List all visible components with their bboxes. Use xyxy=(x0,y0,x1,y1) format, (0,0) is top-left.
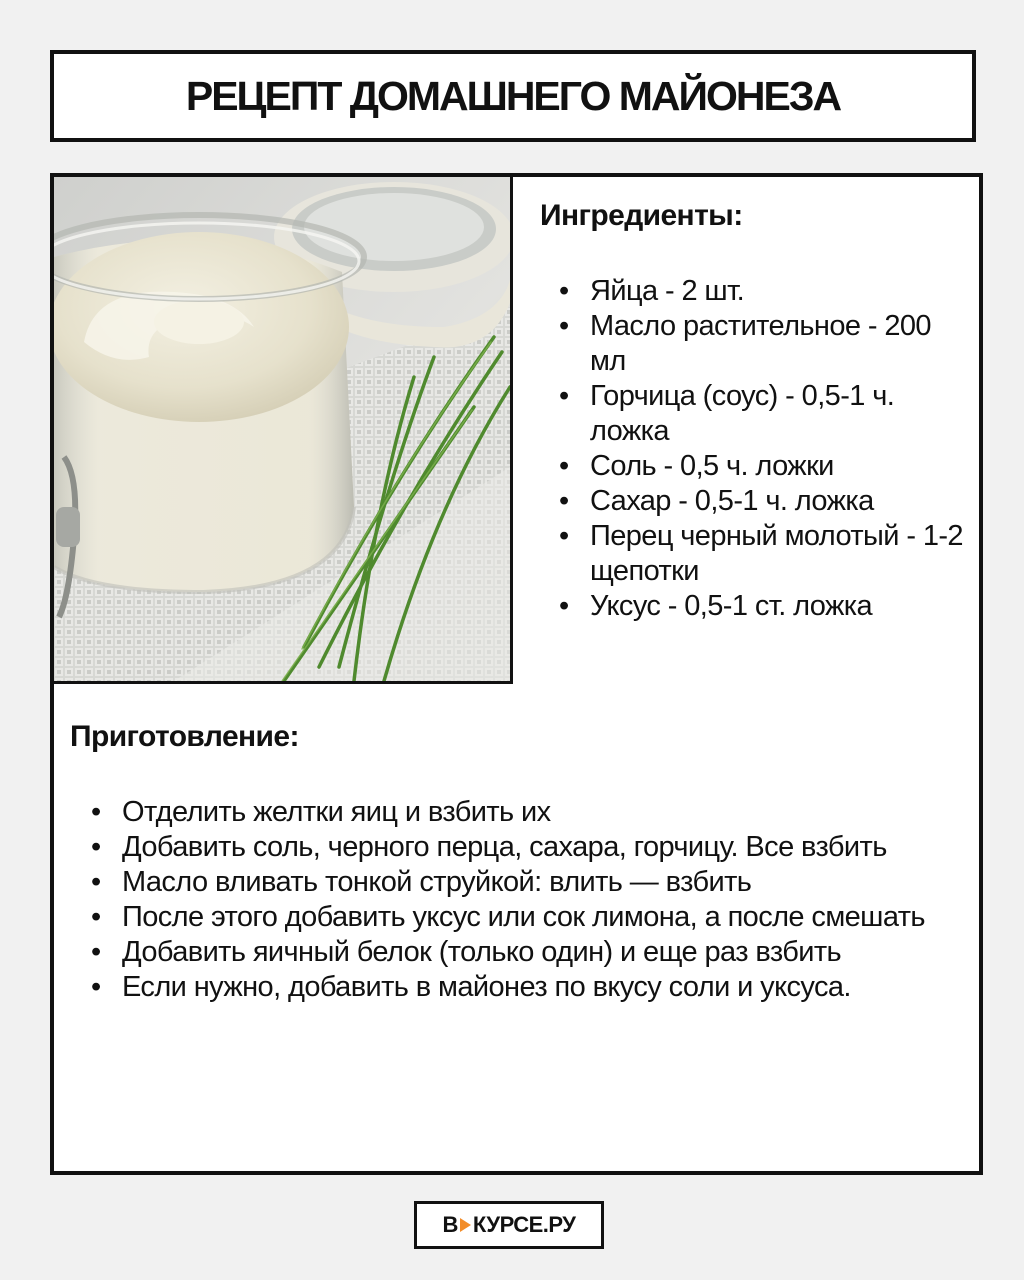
ingredient-item: • Уксус - 0,5-1 ст. ложка xyxy=(590,589,965,624)
ingredient-item: • Горчица (соус) - 0,5-1 ч. ложка xyxy=(590,379,965,449)
page-title: РЕЦЕПТ ДОМАШНЕГО МАЙОНЕЗА xyxy=(185,72,841,119)
play-arrow-icon xyxy=(460,1218,471,1232)
ingredient-item: • Соль - 0,5 ч. ложки xyxy=(590,449,965,484)
mayonnaise-jar-photo xyxy=(54,177,513,684)
recipe-card xyxy=(50,173,983,1175)
preparation-step: • Добавить соль, черного перца, сахара, горчицу. Все взбить xyxy=(122,830,970,865)
logo-right-text: КУРСЕ.РУ xyxy=(472,1212,576,1237)
preparation-step: • После этого добавить уксус или сок лимона, а после смешать xyxy=(122,900,970,935)
ingredients-section xyxy=(540,199,965,624)
ingredient-item: • Масло растительное - 200 мл xyxy=(590,309,965,379)
ingredient-item: • Сахар - 0,5-1 ч. ложка xyxy=(590,484,965,519)
ingredients-list xyxy=(540,274,965,624)
ingredient-item: • Яйца - 2 шт. xyxy=(590,274,965,309)
preparation-section xyxy=(70,720,970,1005)
preparation-step: • Отделить желтки яиц и взбить их xyxy=(122,795,970,830)
preparation-step: • Масло вливать тонкой струйкой: влить — взбить xyxy=(122,865,970,900)
preparation-steps xyxy=(70,795,970,1005)
preparation-heading: Приготовление: xyxy=(70,720,299,753)
title-banner xyxy=(50,50,976,142)
brand-logo xyxy=(414,1201,604,1249)
preparation-step: • Если нужно, добавить в майонез по вкусу соли и уксуса. xyxy=(122,970,970,1005)
ingredients-heading: Ингредиенты: xyxy=(540,199,743,232)
preparation-step: • Добавить яичный белок (только один) и еще раз взбить xyxy=(122,935,970,970)
ingredient-item: • Перец черный молотый - 1-2 щепотки xyxy=(590,519,965,589)
logo-left-text: В xyxy=(442,1212,458,1237)
